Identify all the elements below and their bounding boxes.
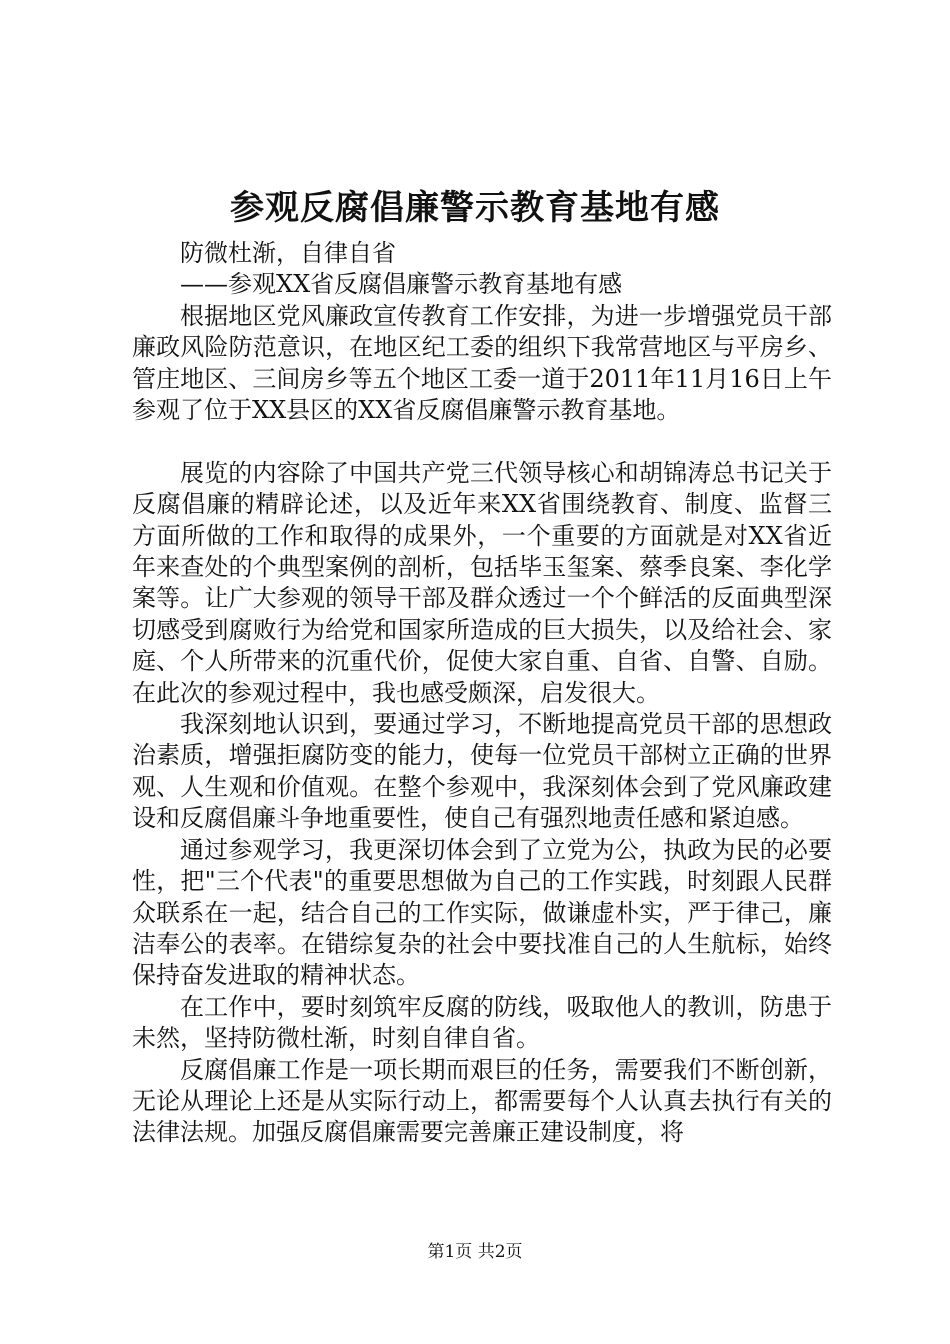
paragraph: 通过参观学习，我更深切体会到了立党为公，执政为民的必要性，把"三个代表"的重要思想做为自己的工作实践，时刻跟人民群众联系在一起，结合自己的工作实际，做谦虚朴实，严于律己，廉洁奉公的表率。在错综复杂的社会中要找准自己的人生航标，始终保持奋发进取的精神状态。: [132, 835, 832, 990]
subtitle-line-1: 防微杜渐，自律自省: [180, 239, 396, 267]
subtitle-line-2: ——参观XX省反腐倡廉警示教育基地有感: [180, 270, 623, 299]
paragraph: 在工作中，要时刻筑牢反腐的防线，吸取他人的教训，防患于未然，坚持防微杜渐，时刻自律自省。: [132, 992, 832, 1053]
document-body: [132, 238, 832, 1149]
paragraph: 反腐倡廉工作是一项长期而艰巨的任务，需要我们不断创新，无论从理论上还是从实际行动上，都需要每个人认真去执行有关的法律法规。加强反腐倡廉需要完善廉正建设制度，将: [132, 1055, 832, 1147]
paragraph: 展览的内容除了中国共产党三代领导核心和胡锦涛总书记关于反腐倡廉的精辟论述，以及近年来XX省围绕教育、制度、监督三方面所做的工作和取得的成果外，一个重要的方面就是对XX省近年来查处的个典型案例的剖析，包括毕玉玺案、蔡季良案、李化学案等。让广大参观的领导干部及群众透过一个个鲜活的反面典型深切感受到腐败行为给党和国家所造成的巨大损失，以及给社会、家庭、个人所带来的沉重代价，促使大家自重、自省、自警、自励。在此次的参观过程中，我也感受颇深，启发很大。: [132, 458, 832, 707]
page-number-footer: 第1页 共2页: [427, 1242, 523, 1262]
document-title: 参观反腐倡廉警示教育基地有感: [230, 188, 720, 228]
paragraph: 根据地区党风廉政宣传教育工作安排，为进一步增强党员干部廉政风险防范意识，在地区纪工委的组织下我常营地区与平房乡、管庄地区、三间房乡等五个地区工委一道于2011年11月16日上午参观了位于XX县区的XX省反腐倡廉警示教育基地。: [132, 301, 832, 425]
paragraph: 我深刻地认识到，要通过学习，不断地提高党员干部的思想政治素质，增强拒腐防变的能力，使每一位党员干部树立正确的世界观、人生观和价值观。在整个参观中，我深刻体会到了党风廉政建设和反腐倡廉斗争地重要性，使自己有强烈地责任感和紧迫感。: [132, 710, 832, 833]
